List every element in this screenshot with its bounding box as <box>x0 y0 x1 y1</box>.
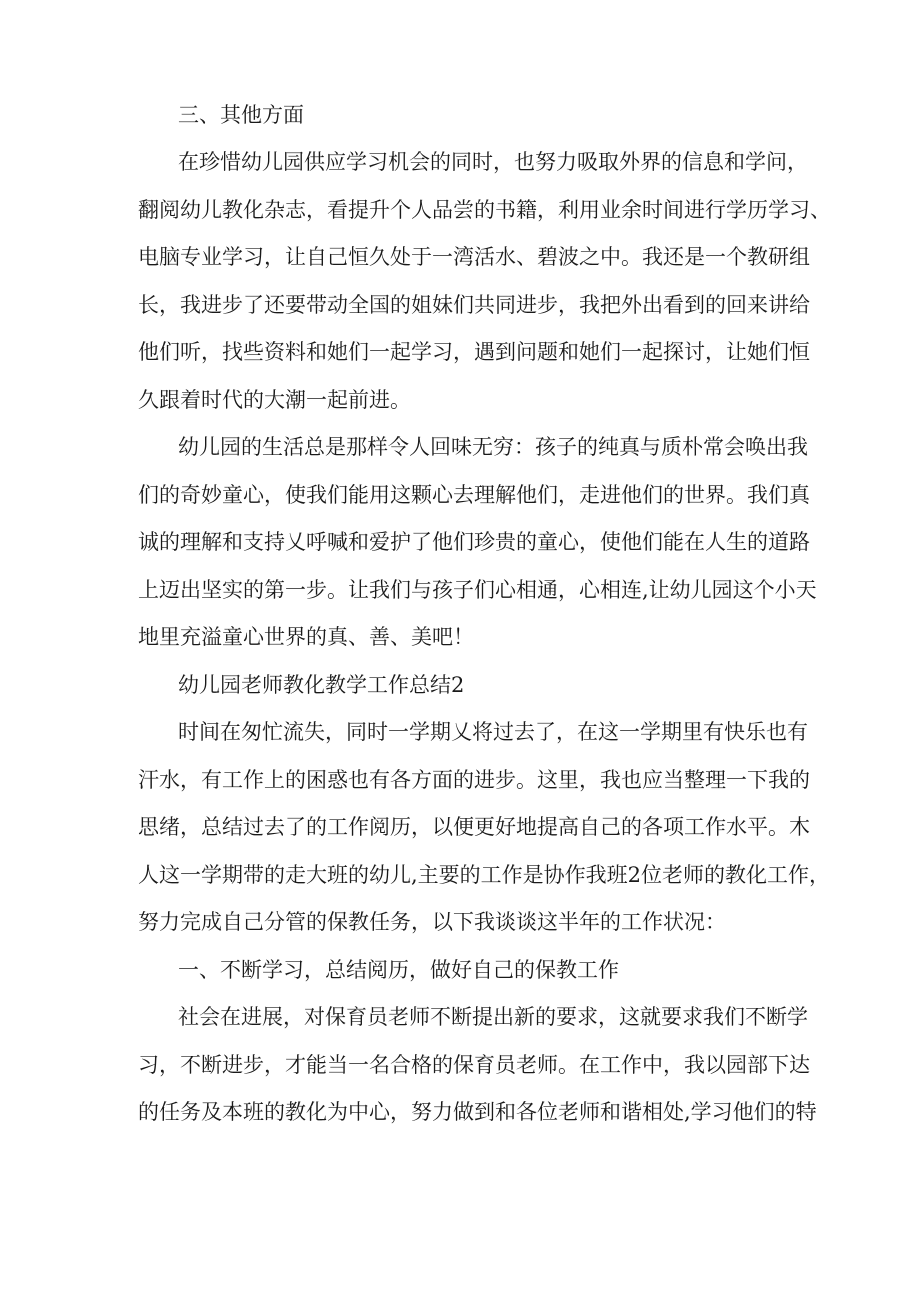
paragraph-line: 汗水，有工作上的困惑也有各方面的进步。这里，我也应当整理一下我的 <box>138 768 810 792</box>
paragraph-line: 他们听，找些资料和她们一起学习，遇到问题和她们一起探讨，让她们恒 <box>138 340 810 364</box>
paragraph-line: 思绪，总结过去了的工作阅历，以便更好地提高自己的各项工作水平。木 <box>138 815 810 839</box>
paragraph-line: 社会在进展，对保育员老师不断提出新的要求，这就要求我们不断学 <box>178 1005 808 1029</box>
paragraph-line: 地里充溢童心世界的真、善、美吧！ <box>138 625 474 649</box>
paragraph-line: 上迈出坚实的第一步。让我们与孩子们心相通，心相连,让幼儿园这个小天 <box>138 578 817 602</box>
paragraph-line: 努力完成自己分管的保教任务，以下我谈谈这半年的工作状况： <box>138 910 726 934</box>
paragraph-line: 习，不断进步，才能当一名合格的保育员老师。在工作中，我以园部下达 <box>138 1053 810 1077</box>
paragraph-line: 长，我进步了还要带动全国的姐妹们共同进步，我把外出看到的回来讲给 <box>138 293 810 317</box>
section-title-summary-2: 幼儿园老师教化教学工作总结2 <box>178 673 465 697</box>
paragraph-line: 电脑专业学习，让自己恒久处于一湾活水、碧波之中。我还是一个教研组 <box>138 245 810 269</box>
paragraph-line: 人这一学期带的走大班的幼儿,主要的工作是协作我班2位老师的教化工作， <box>138 863 831 887</box>
paragraph-line: 翻阅幼儿教化杂志，看提升个人品尝的书籍，利用业余时间进行学历学习、 <box>138 198 831 222</box>
paragraph-line: 幼儿园的生活总是那样令人回味无穷：孩子的纯真与质朴常会唤出我 <box>178 435 808 459</box>
paragraph-line: 时间在匆忙流失，同时一学期乂将过去了，在这一学期里有快乐也有 <box>178 720 808 744</box>
paragraph-line: 久跟着时代的大潮一起前进。 <box>138 388 411 412</box>
paragraph-line: 们的奇妙童心，使我们能用这颗心去理解他们，走进他们的世界。我们真 <box>138 483 810 507</box>
section-heading-continuous-learning: 一、不断学习，总结阅历，做好自己的保教工作 <box>178 958 619 982</box>
paragraph-line: 诚的理解和支持乂呼喊和爱护了他们珍贵的童心，使他们能在人生的道路 <box>138 530 810 554</box>
paragraph-line: 在珍惜幼儿园供应学习机会的同时，也努力吸取外界的信息和学问， <box>178 150 808 174</box>
paragraph-line: 的任务及本班的教化为中心，努力做到和各位老师和谐相处,学习他们的特 <box>138 1100 817 1124</box>
section-heading-other-aspects: 三、其他方面 <box>178 103 304 127</box>
